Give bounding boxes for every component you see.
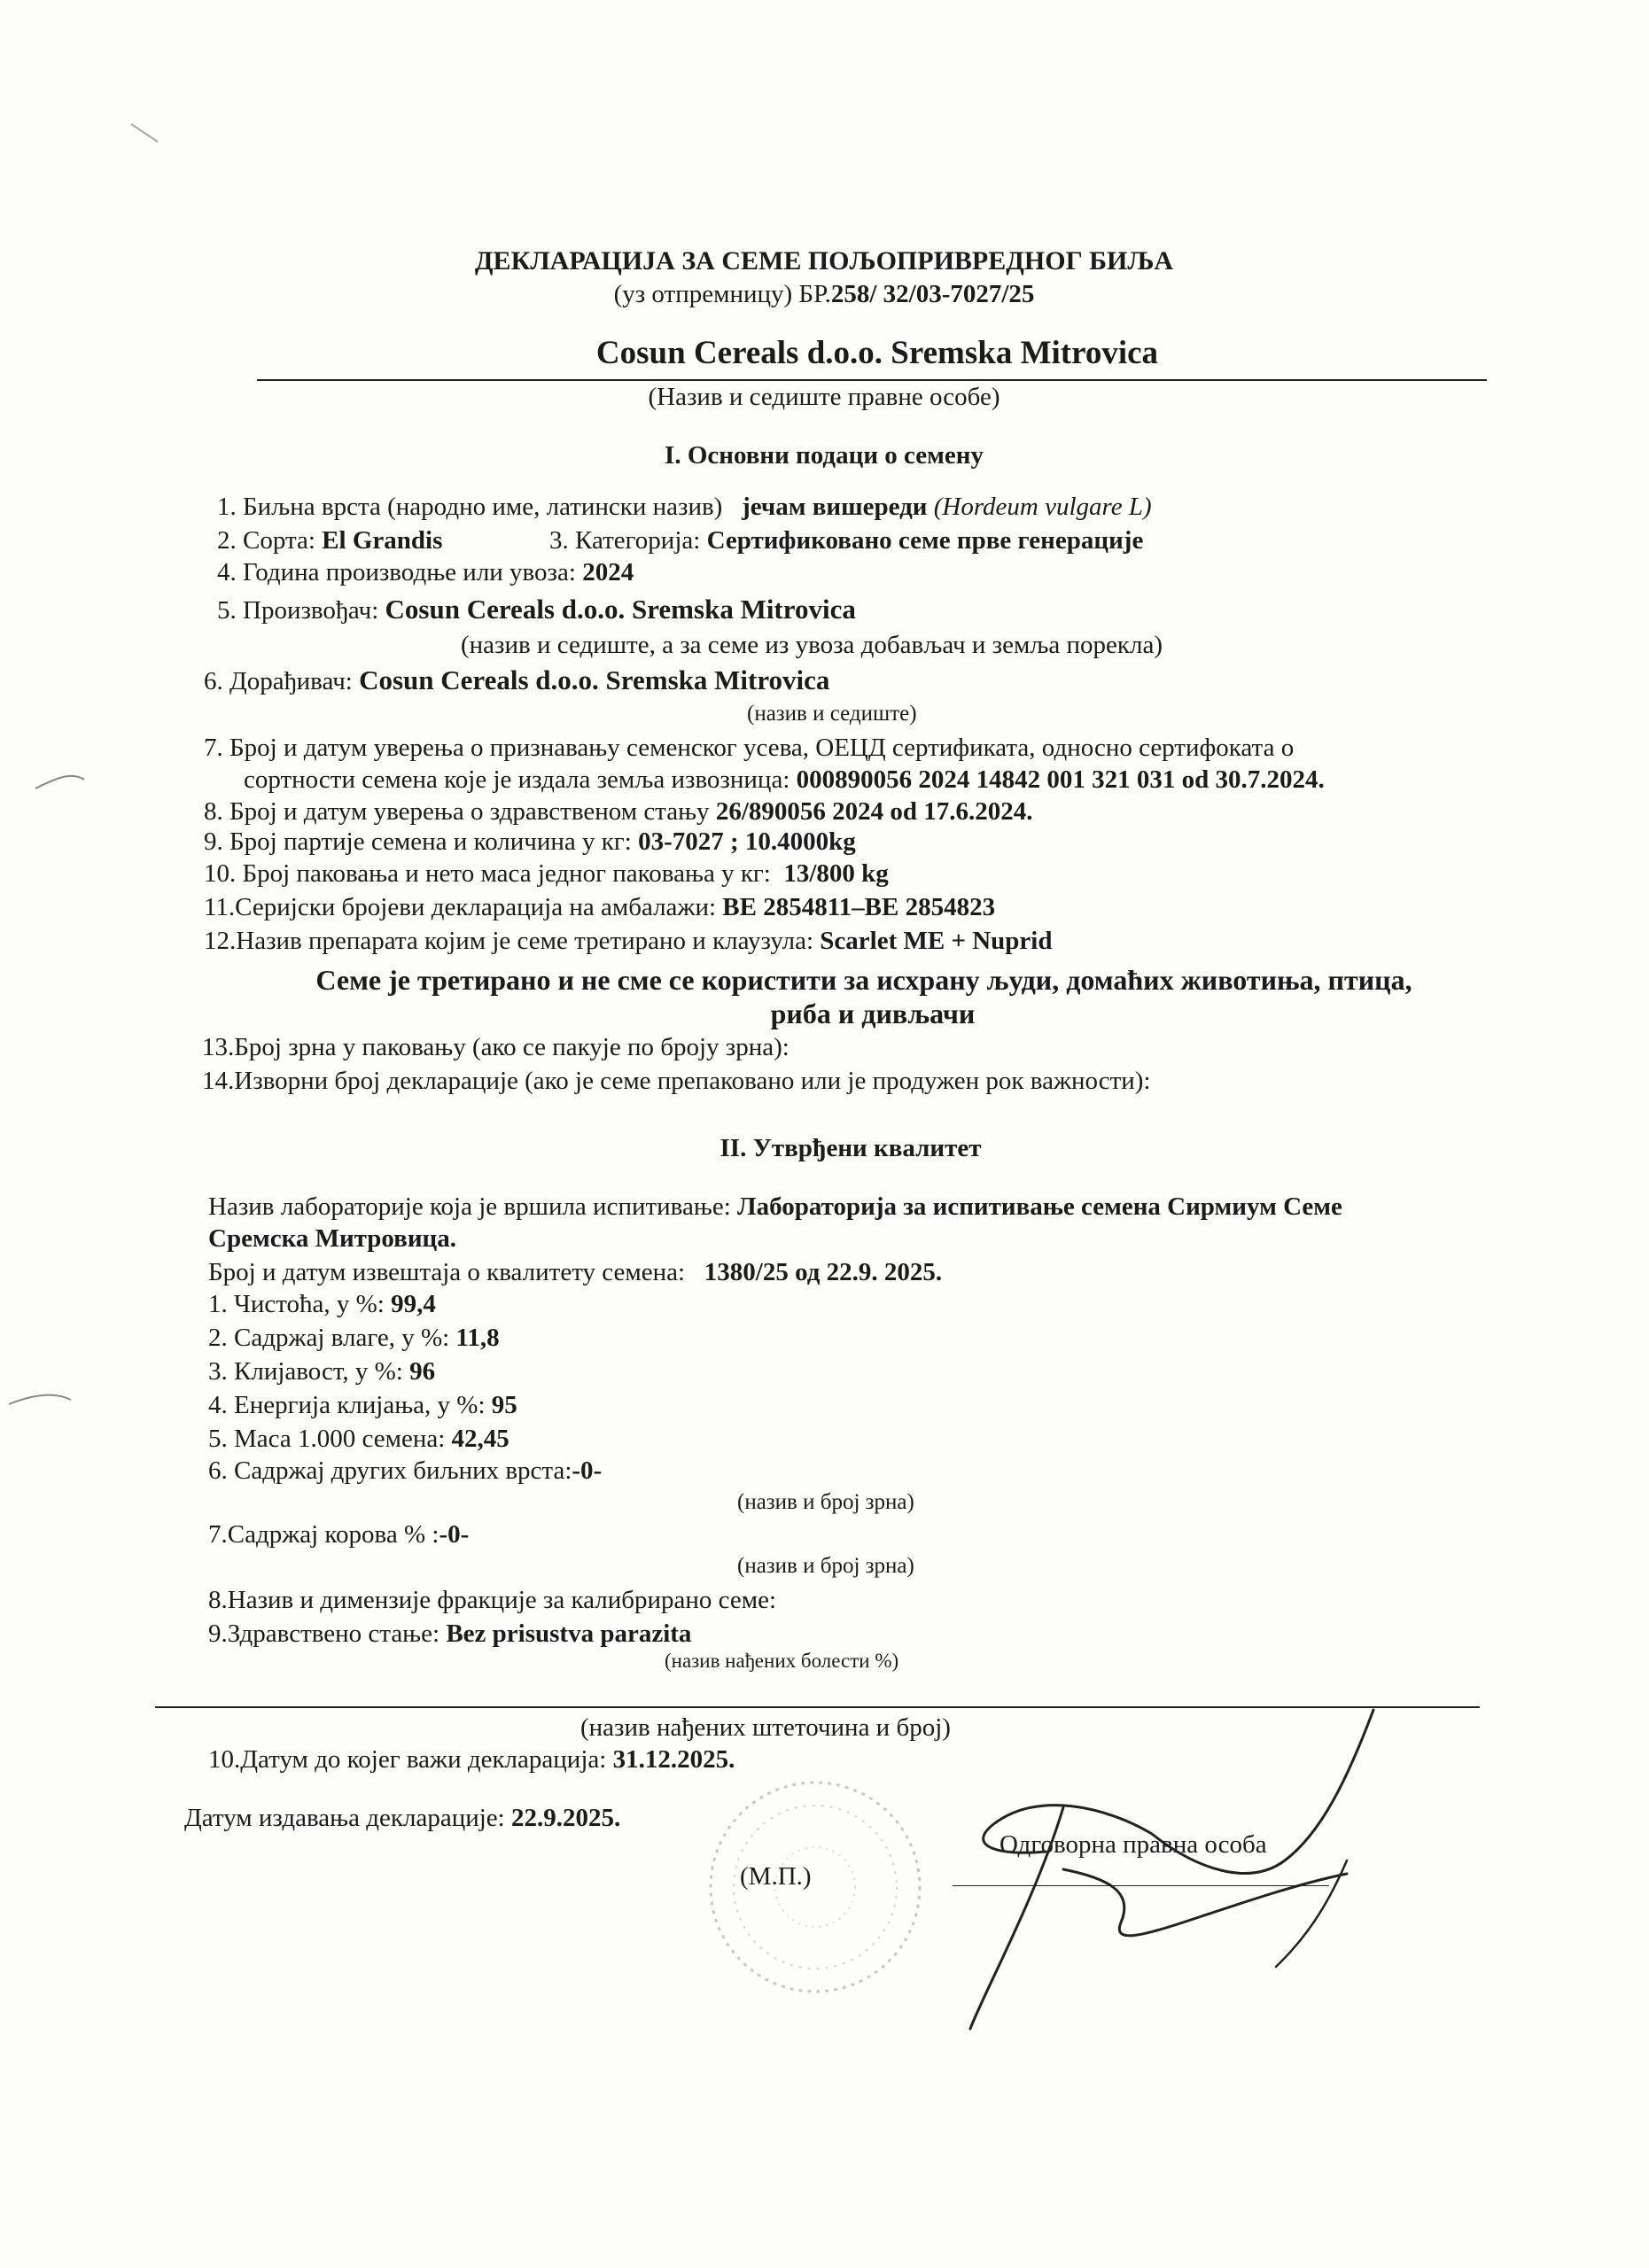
item-4 xyxy=(217,558,634,587)
item-9-value: 03-7027 ; 10.4000kg xyxy=(638,827,856,856)
item-1-latin: (Hordeum vulgare L) xyxy=(933,493,1152,521)
report-value: 1380/25 од 22.9. 2025. xyxy=(704,1258,943,1286)
validity-date xyxy=(208,1745,735,1775)
quality-3 xyxy=(208,1357,435,1386)
item-3-label: 3. Категорија: xyxy=(549,526,701,555)
quality-1-value: 99,4 xyxy=(391,1290,436,1318)
item-5-caption: (назив и седиште, а за семе из увоза добављач и земља порекла) xyxy=(461,631,1163,659)
issue-value: 22.9.2025. xyxy=(510,1804,621,1832)
item-6-caption: (назив и седиште) xyxy=(747,702,917,726)
quality-3-label: 3. Клијавост, у %: xyxy=(208,1357,403,1386)
item-6-value: Cosun Cereals d.o.o. Sremska Mitrovica xyxy=(359,664,830,695)
section-2-heading: II. Утврђени квалитет xyxy=(719,1134,982,1162)
item-1 xyxy=(217,493,1152,522)
item-13: 13.Број зрна у паковању (ако се пакује по броју зрна): xyxy=(202,1033,789,1061)
quality-2-label: 2. Садржај влаге, у %: xyxy=(208,1324,450,1352)
quality-1 xyxy=(208,1290,436,1319)
item-8 xyxy=(204,797,1033,827)
item-4-label: 4. Година производње или увоза: xyxy=(217,558,576,586)
item-8-value: 26/890056 2024 od 17.6.2024. xyxy=(715,797,1033,826)
item-12-value: Scarlet ME + Nuprid xyxy=(820,927,1053,955)
item-11 xyxy=(204,893,995,922)
company-caption: (Назив и седиште правне особе) xyxy=(648,383,1000,411)
quality-6 xyxy=(208,1456,602,1486)
pests-caption: (назив нађених штеточина и број) xyxy=(580,1713,951,1742)
quality-3-value: 96 xyxy=(409,1357,436,1386)
document-title: ДЕКЛАРАЦИЈА ЗА СЕМЕ ПОЉОПРИВРЕДНОГ БИЉА xyxy=(474,246,1174,276)
item-10 xyxy=(204,859,889,889)
item-11-value: BE 2854811–BE 2854823 xyxy=(722,893,996,921)
lab-name-line-1 xyxy=(208,1192,1342,1222)
quality-6-label: 6. Садржај других биљних врста: xyxy=(208,1456,572,1485)
item-4-value: 2024 xyxy=(582,558,634,586)
item-5 xyxy=(217,594,856,625)
validity-value: 31.12.2025. xyxy=(612,1745,735,1774)
item-3 xyxy=(549,526,1143,555)
item-1-label: 1. Биљна врста (народно име, латински назив) xyxy=(217,493,723,521)
item-12 xyxy=(204,927,1052,956)
quality-7-value: -0- xyxy=(439,1520,470,1549)
stamp-label: (М.П.) xyxy=(740,1862,812,1891)
quality-2 xyxy=(208,1324,500,1353)
item-6-label: 6. Дорађивач: xyxy=(204,667,353,695)
item-10-value: 13/800 kg xyxy=(783,859,889,888)
item-1-value: јечам вишереди xyxy=(742,493,928,521)
quality-5-value: 42,45 xyxy=(451,1425,509,1453)
item-14: 14.Изворни број декларације (ако је семе препаковано или је продужен рок важности): xyxy=(202,1067,1151,1095)
quality-9-label: 9.Здравствено стање: xyxy=(208,1619,440,1648)
quality-6-caption: (назив и број зрна) xyxy=(737,1490,914,1514)
quality-6-value: -0- xyxy=(572,1456,603,1485)
quality-9-caption: (назив нађених болести %) xyxy=(665,1650,899,1672)
signature xyxy=(930,1701,1427,2038)
company-underline xyxy=(257,379,1487,381)
treatment-warning-line-2: риба и дивљачи xyxy=(770,998,976,1029)
quality-8: 8.Назив и димензије фракције за калибрирано семе: xyxy=(208,1586,777,1614)
quality-9-value: Bez prisustva parazita xyxy=(446,1619,692,1648)
item-9-label: 9. Број партије семена и количина у кг: xyxy=(204,827,632,856)
quality-2-value: 11,8 xyxy=(455,1324,500,1352)
quality-7-label: 7.Садржај корова % : xyxy=(208,1520,439,1549)
lab-value-2: Сремска Митровица. xyxy=(208,1224,457,1253)
quality-4-value: 95 xyxy=(491,1391,517,1419)
scan-marks xyxy=(0,0,177,1506)
section-1-heading: I. Основни подаци о семену xyxy=(665,441,984,470)
responsible-person: Одговорна правна особа xyxy=(1000,1830,1267,1859)
item-10-label: 10. Број паковања и нето маса једног паковања у кг: xyxy=(204,859,771,888)
validity-label: 10.Датум до којег важи декларација: xyxy=(208,1745,607,1774)
item-5-value: Cosun Cereals d.o.o. Sremska Mitrovica xyxy=(385,594,856,625)
quality-7-caption: (назив и број зрна) xyxy=(737,1554,914,1578)
shipment-reference-number: 258/ 32/03-7027/25 xyxy=(830,280,1035,308)
quality-9 xyxy=(208,1619,691,1649)
item-7-label: сортности семена које је издала земља извозница: xyxy=(244,765,790,794)
quality-4 xyxy=(208,1391,517,1420)
item-8-label: 8. Број и датум уверења о здравственом стању xyxy=(204,797,710,826)
item-9 xyxy=(204,827,856,857)
item-2-3 xyxy=(217,526,442,555)
shipment-reference xyxy=(614,280,1035,309)
quality-5-label: 5. Маса 1.000 семена: xyxy=(208,1425,446,1453)
item-12-label: 12.Назив препарата којим је семе третирано и клаузула: xyxy=(204,927,814,955)
quality-4-label: 4. Енергија клијања, у %: xyxy=(208,1391,486,1419)
lab-label: Назив лабораторије која је вршила испитивање: xyxy=(208,1192,731,1221)
item-7-line-1: 7. Број и датум уверења о признавању семенског усева, ОЕЦД сертификата, односно сертифоката о xyxy=(204,734,1295,762)
issue-date xyxy=(184,1804,620,1833)
shipment-reference-prefix: (уз отпремницу) БР. xyxy=(613,280,831,308)
item-2-label: 2. Сорта: xyxy=(217,526,315,555)
stamp-seal xyxy=(700,1772,930,2002)
issue-label: Датум издавања декларације: xyxy=(184,1804,505,1832)
item-3-value: Сертификовано семе прве генерације xyxy=(706,526,1144,555)
quality-5 xyxy=(208,1425,509,1454)
company-name: Cosun Cereals d.o.o. Sremska Mitrovica xyxy=(595,335,1159,371)
report-number xyxy=(208,1258,942,1287)
item-2-value: El Grandis xyxy=(322,526,443,555)
quality-1-label: 1. Чистоћа, у %: xyxy=(208,1290,385,1318)
lab-value-1: Лабораторија за испитивање семена Сирмиум Семе xyxy=(737,1192,1342,1221)
item-7-value: 000890056 2024 14842 001 321 031 od 30.7.2024. xyxy=(796,765,1325,794)
item-7-line-2 xyxy=(244,765,1325,795)
treatment-warning-line-1: Семе је третирано и не сме се користити за исхрану људи, домаћих животиња, птица, xyxy=(315,964,1412,996)
item-5-label: 5. Произвођач: xyxy=(217,596,379,625)
quality-7 xyxy=(208,1520,469,1550)
report-label: Број и датум извештаја о квалитету семена: xyxy=(208,1258,686,1286)
item-6 xyxy=(204,664,829,696)
item-11-label: 11.Серијски бројеви декларација на амбалажи: xyxy=(204,893,717,921)
